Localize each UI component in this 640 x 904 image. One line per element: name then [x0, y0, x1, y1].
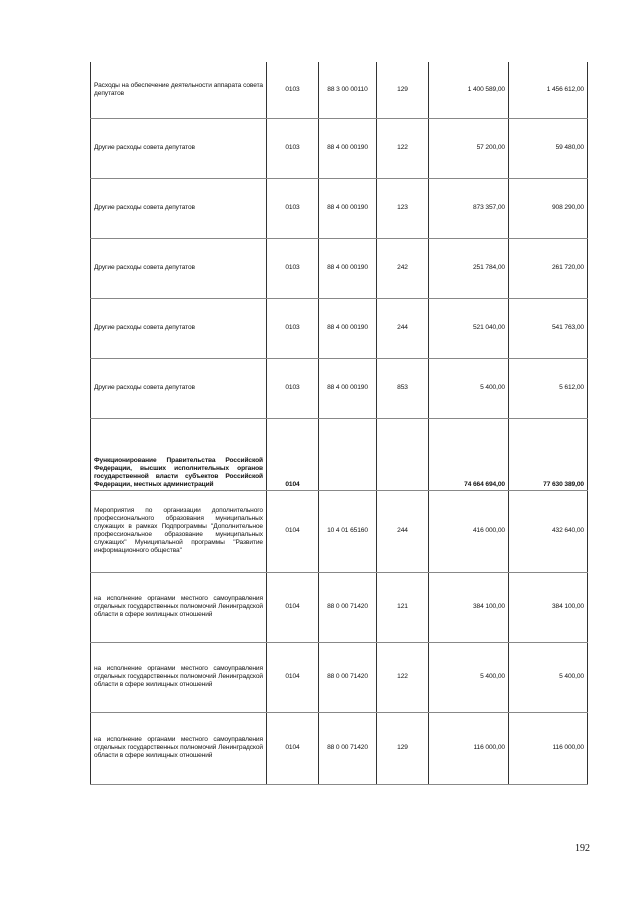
row-amount-2: 908 290,00: [509, 178, 588, 238]
row-target-code: 88 4 00 00190: [319, 118, 377, 178]
row-amount-1: 1 400 589,00: [429, 62, 509, 118]
row-section-code: 0103: [267, 118, 319, 178]
row-name: Другие расходы совета депутатов: [91, 358, 267, 418]
table-row: [91, 418, 588, 490]
row-name: на исполнение органами местного самоуправления отдельных государственных полномочий Ленинградской области в сфере жилищных отношений: [91, 572, 267, 642]
table-row: [91, 238, 588, 298]
row-amount-2: 261 720,00: [509, 238, 588, 298]
budget-table-body: [91, 62, 588, 784]
row-target-code: 88 4 00 00190: [319, 238, 377, 298]
row-target-code: 88 0 00 71420: [319, 642, 377, 712]
row-name: Другие расходы совета депутатов: [91, 118, 267, 178]
row-expense-type: 123: [377, 178, 429, 238]
table-row: [91, 62, 588, 118]
row-expense-type: 129: [377, 712, 429, 784]
row-amount-2: 59 480,00: [509, 118, 588, 178]
row-target-code: 88 4 00 00190: [319, 358, 377, 418]
table-row: [91, 178, 588, 238]
row-name: Функционирование Правительства Российской Федерации, высших исполнительных органов государственной власти субъектов Российской Федерации, местных администраций: [91, 418, 267, 490]
table-row: [91, 358, 588, 418]
row-amount-1: 521 040,00: [429, 298, 509, 358]
row-expense-type: 121: [377, 572, 429, 642]
row-section-code: 0104: [267, 490, 319, 572]
row-amount-1: 74 664 694,00: [429, 418, 509, 490]
row-expense-type: 244: [377, 490, 429, 572]
table-row: [91, 118, 588, 178]
table-row: [91, 642, 588, 712]
row-name: Другие расходы совета депутатов: [91, 298, 267, 358]
row-name: Мероприятия по организации дополнительного профессионального образования муниципальных служащих в рамках Подпрограммы "Дополнительное профессиональное образование муниципальных служащих" Муниципальной программы "Развитие информационного общества": [91, 490, 267, 572]
table-row: [91, 572, 588, 642]
row-target-code: 10 4 01 65160: [319, 490, 377, 572]
row-expense-type: 244: [377, 298, 429, 358]
row-expense-type: 122: [377, 642, 429, 712]
row-amount-2: 1 456 612,00: [509, 62, 588, 118]
row-section-code: 0103: [267, 358, 319, 418]
row-amount-2: 5 400,00: [509, 642, 588, 712]
row-amount-2: 5 612,00: [509, 358, 588, 418]
row-expense-type: [377, 418, 429, 490]
row-section-code: 0104: [267, 572, 319, 642]
table-row: [91, 712, 588, 784]
page-number: 192: [575, 843, 590, 854]
row-amount-1: 384 100,00: [429, 572, 509, 642]
row-amount-1: 5 400,00: [429, 358, 509, 418]
row-expense-type: 122: [377, 118, 429, 178]
row-section-code: 0104: [267, 418, 319, 490]
row-name: на исполнение органами местного самоуправления отдельных государственных полномочий Ленинградской области в сфере жилищных отношений: [91, 642, 267, 712]
row-name: Другие расходы совета депутатов: [91, 238, 267, 298]
row-section-code: 0104: [267, 642, 319, 712]
row-target-code: 88 0 00 71420: [319, 572, 377, 642]
row-target-code: 88 3 00 00110: [319, 62, 377, 118]
row-name: Расходы на обеспечение деятельности аппарата совета депутатов: [91, 62, 267, 118]
row-amount-1: 416 000,00: [429, 490, 509, 572]
row-amount-2: 77 630 389,00: [509, 418, 588, 490]
row-amount-2: 432 640,00: [509, 490, 588, 572]
row-section-code: 0103: [267, 178, 319, 238]
row-name: на исполнение органами местного самоуправления отдельных государственных полномочий Ленинградской области в сфере жилищных отношений: [91, 712, 267, 784]
row-amount-2: 116 000,00: [509, 712, 588, 784]
row-target-code: 88 4 00 00190: [319, 178, 377, 238]
row-section-code: 0103: [267, 298, 319, 358]
table-row: [91, 490, 588, 572]
row-amount-2: 384 100,00: [509, 572, 588, 642]
row-expense-type: 129: [377, 62, 429, 118]
row-section-code: 0104: [267, 712, 319, 784]
row-target-code: 88 4 00 00190: [319, 298, 377, 358]
table-row: [91, 298, 588, 358]
row-name: Другие расходы совета депутатов: [91, 178, 267, 238]
row-amount-1: 116 000,00: [429, 712, 509, 784]
row-target-code: [319, 418, 377, 490]
row-amount-1: 873 357,00: [429, 178, 509, 238]
row-expense-type: 242: [377, 238, 429, 298]
row-amount-2: 541 763,00: [509, 298, 588, 358]
row-expense-type: 853: [377, 358, 429, 418]
budget-table: [90, 62, 588, 785]
row-section-code: 0103: [267, 62, 319, 118]
row-amount-1: 251 784,00: [429, 238, 509, 298]
row-target-code: 88 0 00 71420: [319, 712, 377, 784]
row-amount-1: 5 400,00: [429, 642, 509, 712]
row-amount-1: 57 200,00: [429, 118, 509, 178]
row-section-code: 0103: [267, 238, 319, 298]
